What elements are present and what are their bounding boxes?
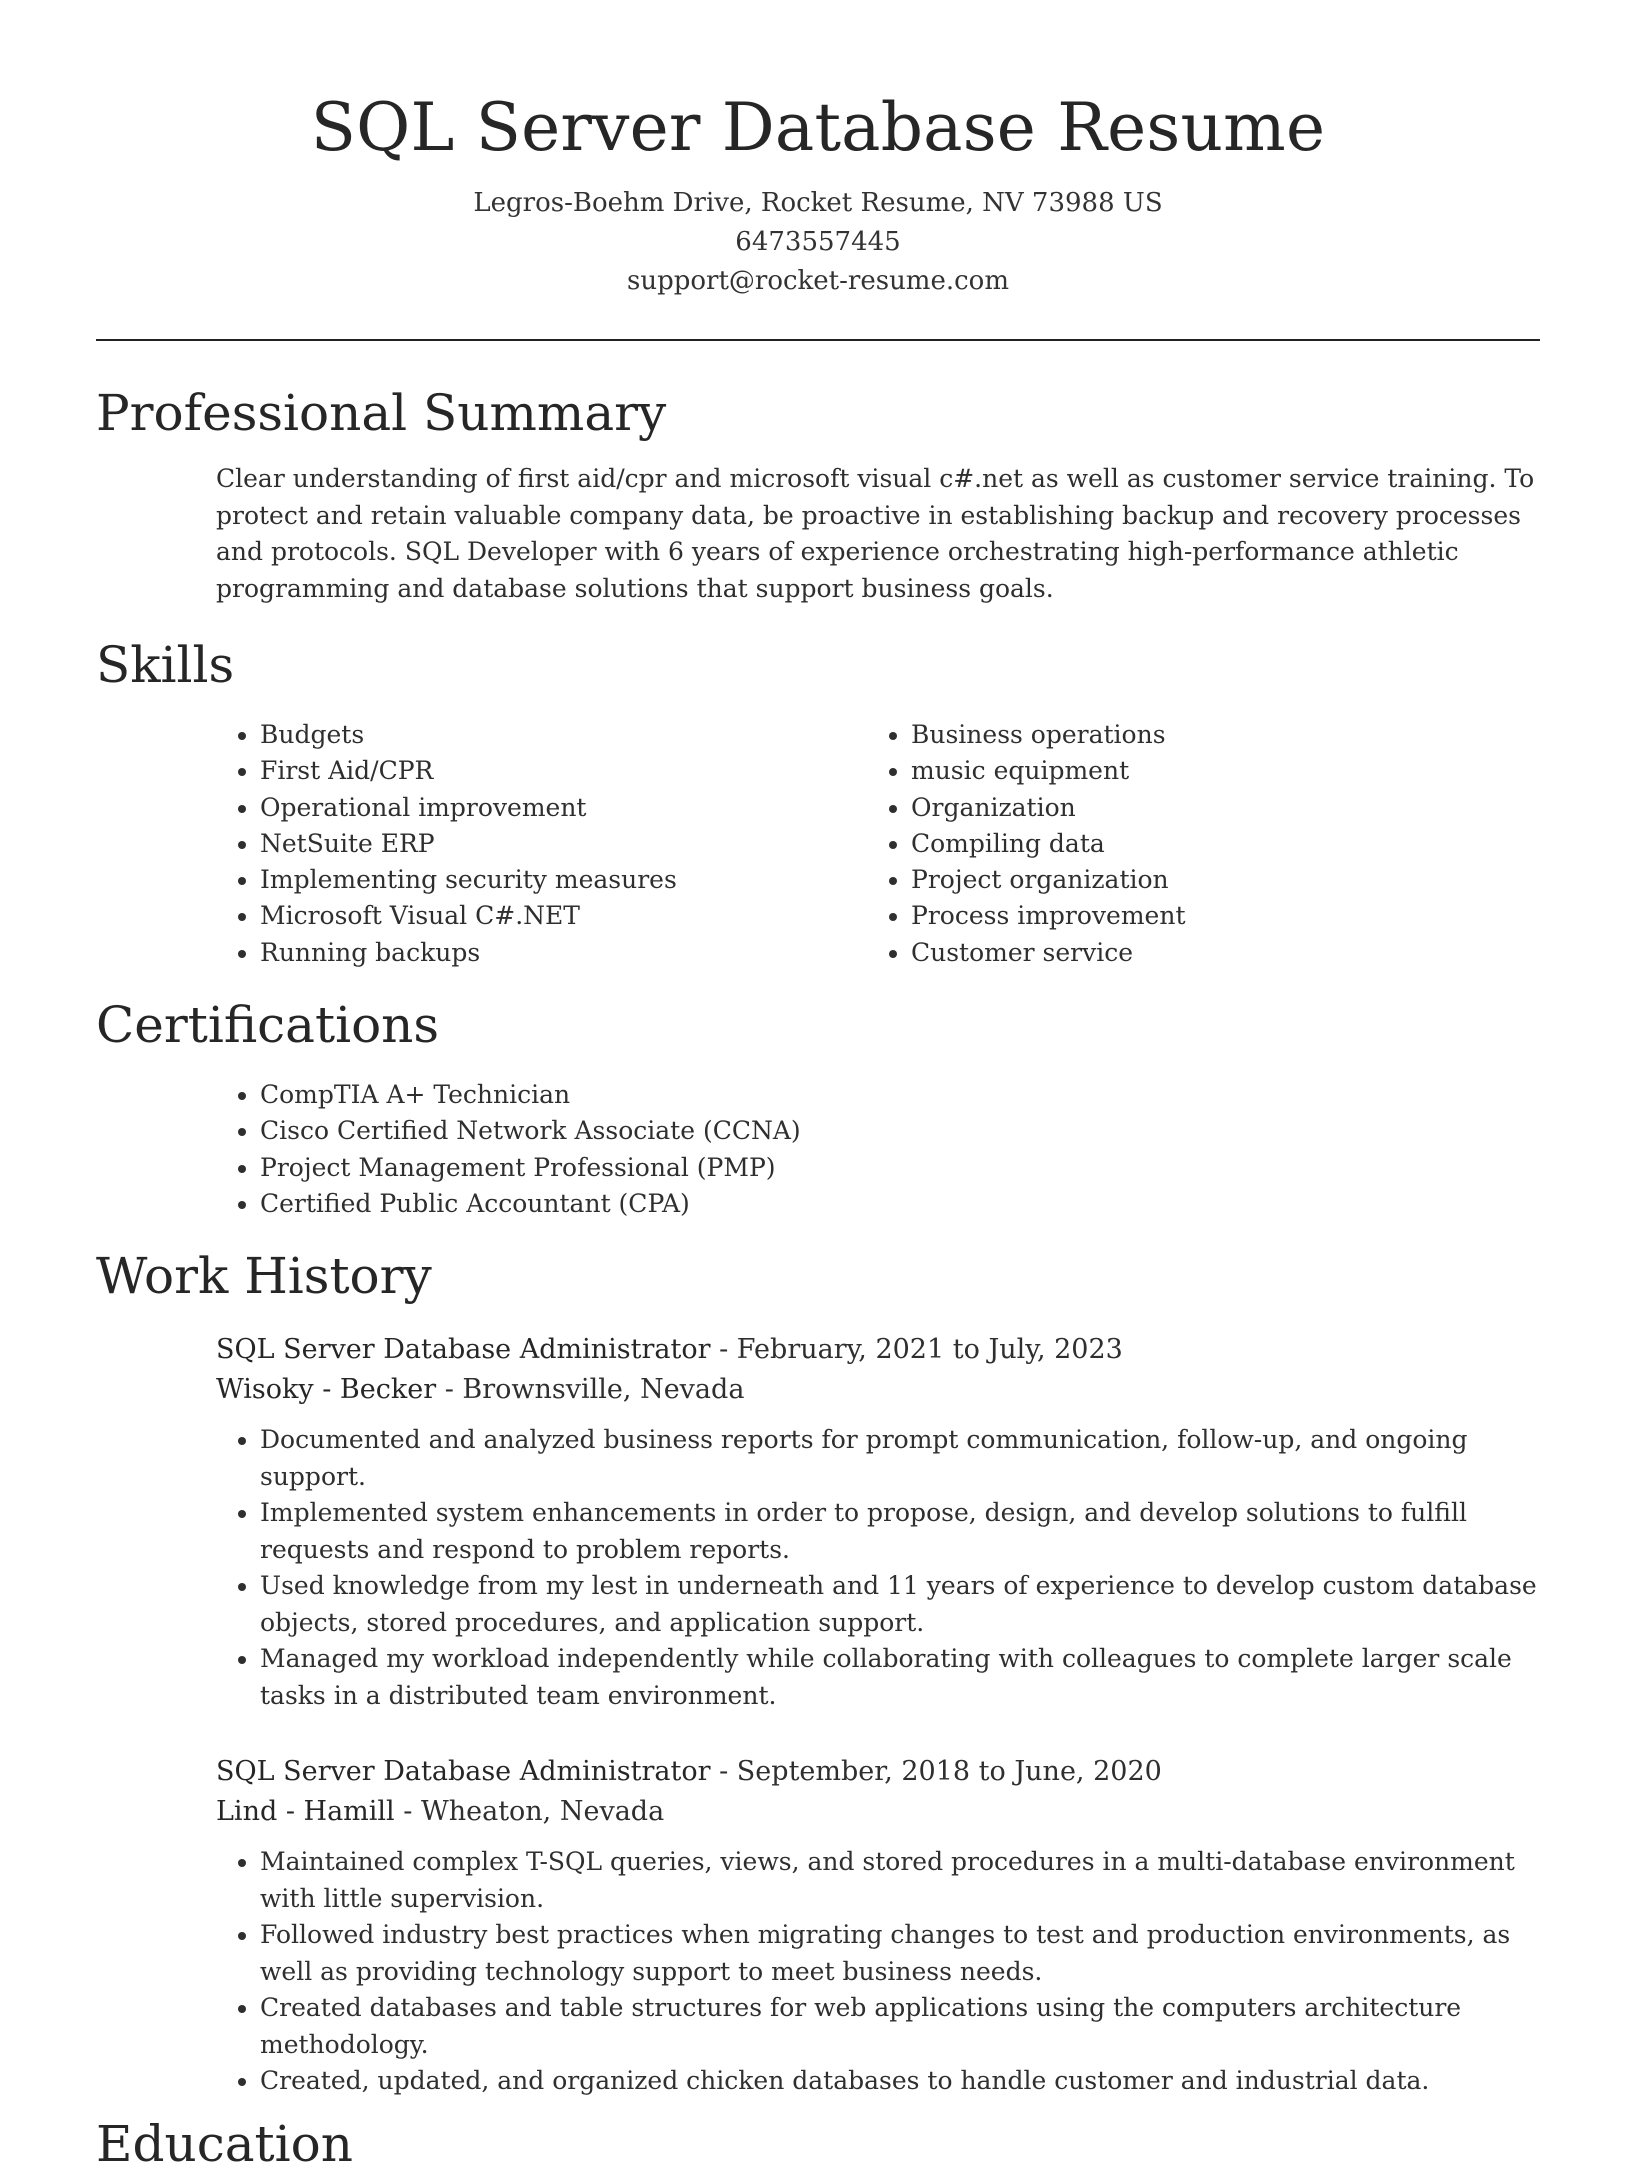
certification-item: • Project Management Professional (PMP) — [260, 1150, 1540, 1186]
skills-columns — [216, 717, 1540, 971]
job-duty-item: • Implemented system enhancements in order to propose, design, and develop solutions to fulfill requests and respond to problem reports. — [260, 1495, 1540, 1568]
header-divider — [96, 339, 1540, 341]
certifications-heading: Certifications — [96, 996, 440, 1055]
skills-heading: Skills — [96, 636, 235, 694]
skill-item: • Business operations — [911, 717, 1518, 753]
certification-item: • CompTIA A+ Technician — [260, 1077, 1540, 1113]
education-section — [96, 2114, 1540, 2174]
job-duty-item: • Created databases and table structures for web applications using the computers architecture methodology. — [260, 1990, 1540, 2063]
contact-block — [96, 184, 1540, 301]
skills-section — [96, 635, 1540, 971]
skill-item: • NetSuite ERP — [260, 826, 867, 862]
job-duties-list — [216, 1844, 1540, 2100]
job-dates: - September, 2018 to June, 2020 — [710, 1756, 1162, 1788]
skill-item: • Microsoft Visual C#.NET — [260, 898, 867, 934]
job-duties — [216, 1844, 1540, 2100]
certification-item: • Certified Public Accountant (CPA) — [260, 1186, 1540, 1222]
job-location: - Brownsville, Nevada — [436, 1374, 745, 1406]
skill-item: • Process improvement — [911, 898, 1518, 934]
certification-item: • Cisco Certified Network Associate (CCNA) — [260, 1113, 1540, 1149]
certifications-list-wrap — [216, 1077, 1540, 1222]
job-duty-item: • Created, updated, and organized chicken databases to handle customer and industrial data. — [260, 2063, 1540, 2100]
job-company: Lind - Hamill — [216, 1796, 395, 1828]
job-duties — [216, 1422, 1540, 1714]
work-history-section — [96, 1246, 1540, 2100]
job-duty-item: • Used knowledge from my lest in underneath and 11 years of experience to develop custom database objects, stored procedures, and application support. — [260, 1568, 1540, 1641]
summary-heading: Professional Summary — [96, 384, 667, 442]
skill-item: • First Aid/CPR — [260, 753, 867, 789]
certifications-list — [216, 1077, 1540, 1222]
job-title-line — [216, 1330, 1540, 1370]
contact-address: Legros-Boehm Drive, Rocket Resume, NV 73988 US — [473, 188, 1163, 218]
skill-item: • Operational improvement — [260, 790, 867, 826]
skill-item: • Compiling data — [911, 826, 1518, 862]
job-duty-item: • Followed industry best practices when migrating changes to test and production environments, as well as providing technology support to meet business needs. — [260, 1917, 1540, 1990]
contact-email: support@rocket-resume.com — [626, 266, 1009, 296]
job-company: Wisoky - Becker — [216, 1374, 437, 1406]
job-entry — [216, 1752, 1540, 2100]
job-company-line — [216, 1792, 1540, 1832]
education-heading: Education — [96, 2114, 353, 2173]
skills-column-right — [867, 717, 1518, 971]
job-location: - Wheaton, Nevada — [394, 1796, 665, 1828]
job-title: SQL Server Database Administrator — [216, 1756, 711, 1788]
skill-item: • Implementing security measures — [260, 862, 867, 898]
job-duty-item: • Documented and analyzed business reports for prompt communication, follow-up, and ongoing support. — [260, 1422, 1540, 1495]
job-duty-item: • Managed my workload independently while collaborating with colleagues to complete larger scale tasks in a distributed team environment. — [260, 1641, 1540, 1714]
contact-phone: 6473557445 — [735, 227, 901, 257]
job-title: SQL Server Database Administrator — [216, 1334, 711, 1366]
certifications-section — [96, 995, 1540, 1222]
job-duty-item: • Maintained complex T-SQL queries, views, and stored procedures in a multi-database environment with little supervision. — [260, 1844, 1540, 1917]
skills-list-left — [216, 717, 867, 971]
skill-item: • Organization — [911, 790, 1518, 826]
resume-page — [96, 0, 1540, 2174]
job-entry — [216, 1330, 1540, 1714]
resume-title: SQL Server Database Resume — [310, 89, 1326, 166]
skill-item: • music equipment — [911, 753, 1518, 789]
job-dates: - February, 2021 to July, 2023 — [710, 1334, 1123, 1366]
skill-item: • Project organization — [911, 862, 1518, 898]
skill-item: • Running backups — [260, 935, 867, 971]
job-duties-list — [216, 1422, 1540, 1714]
skill-item: • Budgets — [260, 717, 867, 753]
skills-column-left — [216, 717, 867, 971]
work-history-heading: Work History — [96, 1247, 432, 1306]
summary-section — [96, 383, 1540, 607]
skills-list-right — [867, 717, 1518, 971]
summary-text: Clear understanding of first aid/cpr and microsoft visual c#.net as well as customer service training. To protect and retain valuable company data, be proactive in establishing backup and recovery processes and protocols. SQL Developer with 6 years of experience orchestrating high-performance athletic programming and database solutions that support business goals. — [216, 464, 1535, 603]
resume-header — [96, 0, 1540, 341]
job-title-line — [216, 1752, 1540, 1792]
skill-item: • Customer service — [911, 935, 1518, 971]
job-company-line — [216, 1370, 1540, 1410]
